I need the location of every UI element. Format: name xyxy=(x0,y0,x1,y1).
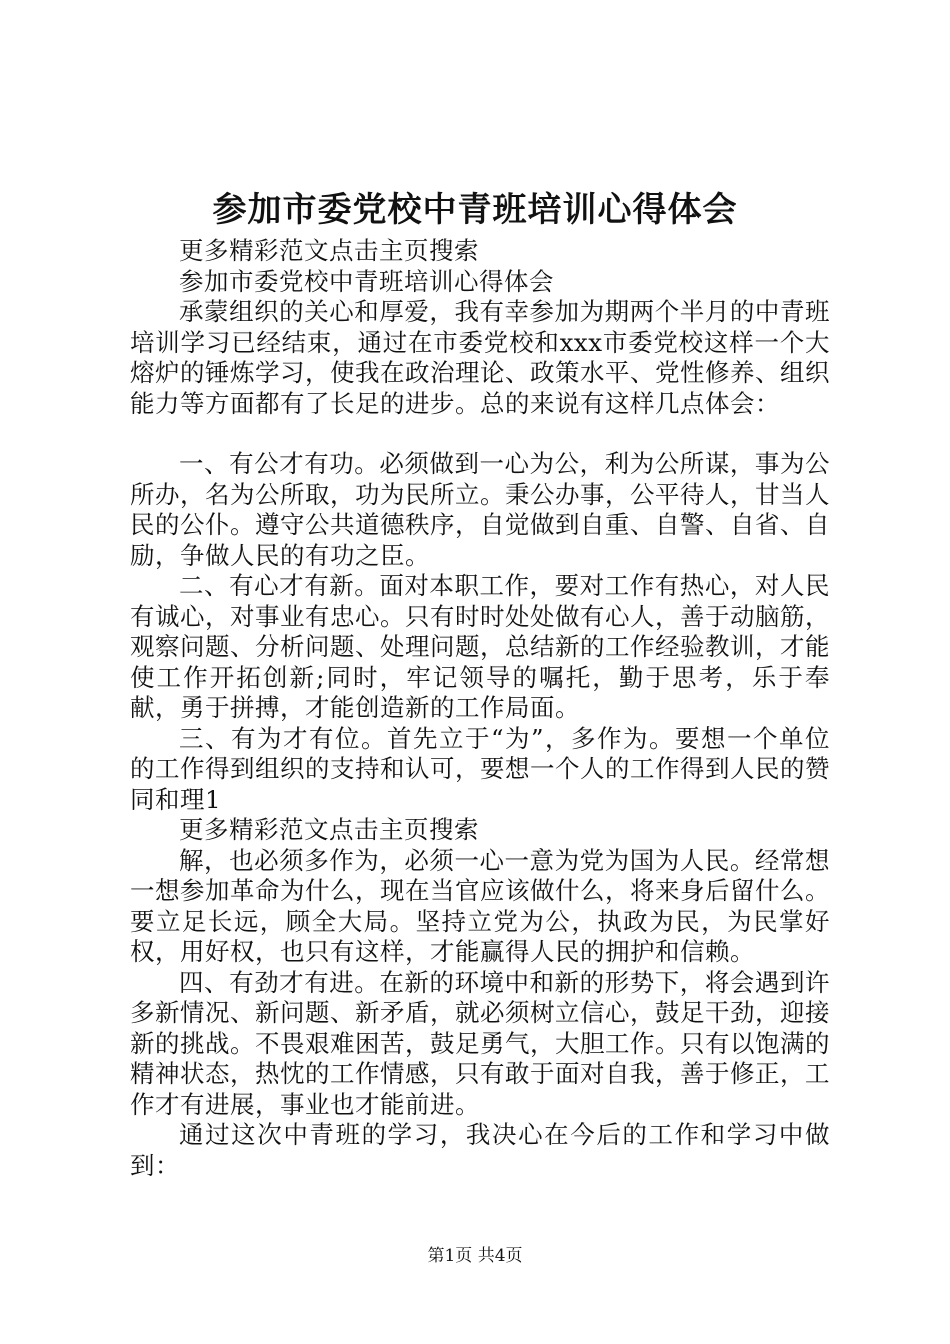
promo-line: 更多精彩范文点击主页搜索 xyxy=(179,236,479,265)
document-title: 参加市委党校中青班培训心得体会 xyxy=(212,190,738,230)
paragraph-intro: 承蒙组织的关心和厚爱，我有幸参加为期两个半月的中青班培训学习已经结束，通过在市委党校和xxx市委党校这样一个大熔炉的锤炼学习，使我在政治理论、政策水平、党性修养、组织能力等方面都有了长足的进步。总的来说有这样几点体会： xyxy=(130,297,830,418)
subtitle-line: 参加市委党校中青班培训心得体会 xyxy=(179,266,554,296)
paragraph-point-2: 二、有心才有新。面对本职工作，要对工作有热心，对人民有诚心，对事业有忠心。只有时时处处做有心人，善于动脑筋，观察问题、分析问题、处理问题，总结新的工作经验教训，才能使工作开拓创新;同时，牢记领导的嘱托，勤于思考，乐于奉献，勇于拼搏，才能创造新的工作局面。 xyxy=(130,571,830,722)
document-body xyxy=(130,236,830,1181)
paragraph-point-4: 四、有劲才有进。在新的环境中和新的形势下，将会遇到许多新情况、新问题、新矛盾，就必须树立信心，鼓足干劲，迎接新的挑战。不畏艰难困苦，鼓足勇气，大胆工作。只有以饱满的精神状态，热忱的工作情感，只有敢于面对自我，善于修正，工作才有进展，事业也才能前进。 xyxy=(130,967,830,1119)
promo-line: 更多精彩范文点击主页搜索 xyxy=(179,815,479,844)
paragraph-point-1: 一、有公才有功。必须做到一心为公，利为公所谋，事为公所办，名为公所取，功为民所立。秉公办事，公平待人，甘当人民的公仆。遵守公共道德秩序，自觉做到自重、自警、自省、自励，争做人民的有功之臣。 xyxy=(130,449,830,570)
paragraph-point-3-cont: 解，也必须多作为，必须一心一意为党为国为人民。经常想一想参加革命为什么，现在当官应该做什么，将来身后留什么。要立足长远，顾全大局。坚持立党为公，执政为民，为民掌好权，用好权，也只有这样，才能赢得人民的拥护和信赖。 xyxy=(130,845,830,966)
paragraph-point-3: 三、有为才有位。首先立于“为”，多作为。要想一个单位的工作得到组织的支持和认可，要想一个人的工作得到人民的赞同和理1 xyxy=(130,723,830,814)
page-number: 第1页 共4页 xyxy=(427,1246,523,1266)
paragraph-conclusion: 通过这次中青班的学习，我决心在今后的工作和学习中做到： xyxy=(130,1120,830,1180)
